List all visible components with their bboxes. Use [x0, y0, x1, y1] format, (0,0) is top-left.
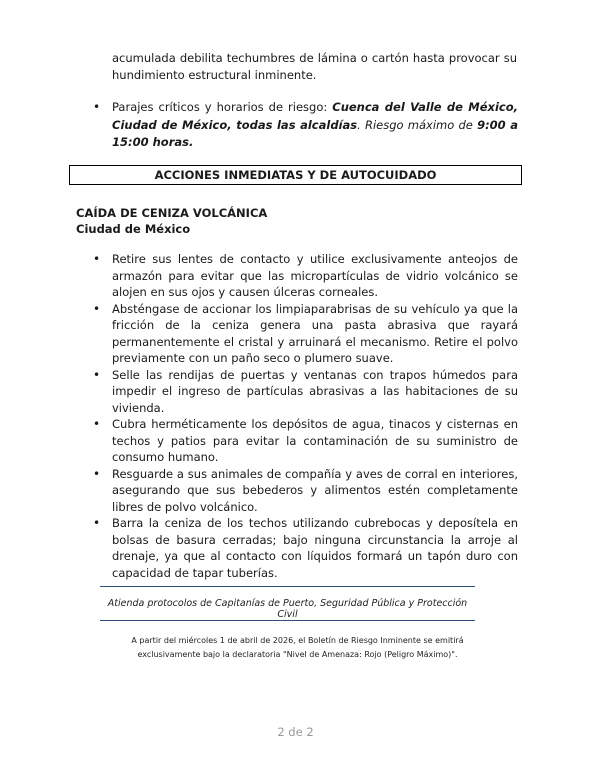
- action-item: • Absténgase de accionar los limpiaparabrisas de su vehículo ya que la fricción de la ceniza genera una pasta abrasiva que rayará permanentemente el cristal y arruinará el mecanismo. Retire el polvo previamente con un paño seco o plumero suave.: [93, 301, 518, 367]
- footer-note: Atienda protocolos de Capitanías de Puerto, Seguridad Pública y Protección Civil: [107, 598, 468, 620]
- notice-line: A partir del miércoles 1 de abril de 2026, el Boletín de Riesgo Inminente se emitirá: [131, 636, 464, 645]
- risk-mid: . Riesgo máximo de: [357, 117, 478, 132]
- footer-notice: [115, 634, 480, 662]
- action-item: • Retire sus lentes de contacto y utilice exclusivamente anteojos de armazón para evitar que las micropartículas de vidrio volcánico se alojen en sus ojos y causen úlceras corneales.: [93, 251, 518, 301]
- footer-top-rule: [100, 586, 475, 587]
- section-heading-box: [69, 165, 522, 185]
- hazard-location: Ciudad de México: [76, 222, 191, 236]
- notice-line: exclusivamente bajo la declaratoria "Nivel de Amenaza: Rojo (Peligro Máximo)".: [137, 650, 458, 659]
- risk-item: [93, 99, 518, 152]
- risk-label: Parajes críticos y horarios de riesgo:: [112, 100, 333, 114]
- actions-list: [93, 251, 518, 581]
- hazard-title: CAÍDA DE CENIZA VOLCÁNICA: [76, 206, 268, 220]
- action-item: • Resguarde a sus animales de compañía y aves de corral en interiores, asegurando que sus bebederos y alimentos estén completamente libres de polvo volcánico.: [93, 466, 518, 516]
- page-number: 2 de 2: [277, 725, 314, 739]
- action-item: • Barra la ceniza de los techos utilizando cubrebocas y deposítela en bolsas de basura cerradas; bajo ninguna circunstancia la arroje al drenaje, ya que al contacto con líquidos formará un tapón duro con capacidad de tapar tuberías.: [93, 515, 518, 581]
- risk-list: [93, 99, 518, 152]
- risk-hours: 9:00 a 15:00 horas.: [112, 117, 519, 149]
- footer-bottom-rule: [100, 620, 475, 621]
- intro-continuation: acumulada debilita techumbres de lámina o cartón hasta provocar su hundimiento estructural inminente.: [112, 51, 517, 82]
- action-item: • Selle las rendijas de puertas y ventanas con trapos húmedos para impedir el ingreso de partículas abrasivas a las habitaciones de su vivienda.: [93, 367, 518, 417]
- action-item: • Cubra herméticamente los depósitos de agua, tinacos y cisternas en techos y patios para evitar la contaminación de su suministro de consumo humano.: [93, 416, 518, 466]
- section-heading: ACCIONES INMEDIATAS Y DE AUTOCUIDADO: [154, 168, 437, 182]
- risk-places: Cuenca del Valle de México, Ciudad de México, todas las alcaldías: [112, 100, 518, 132]
